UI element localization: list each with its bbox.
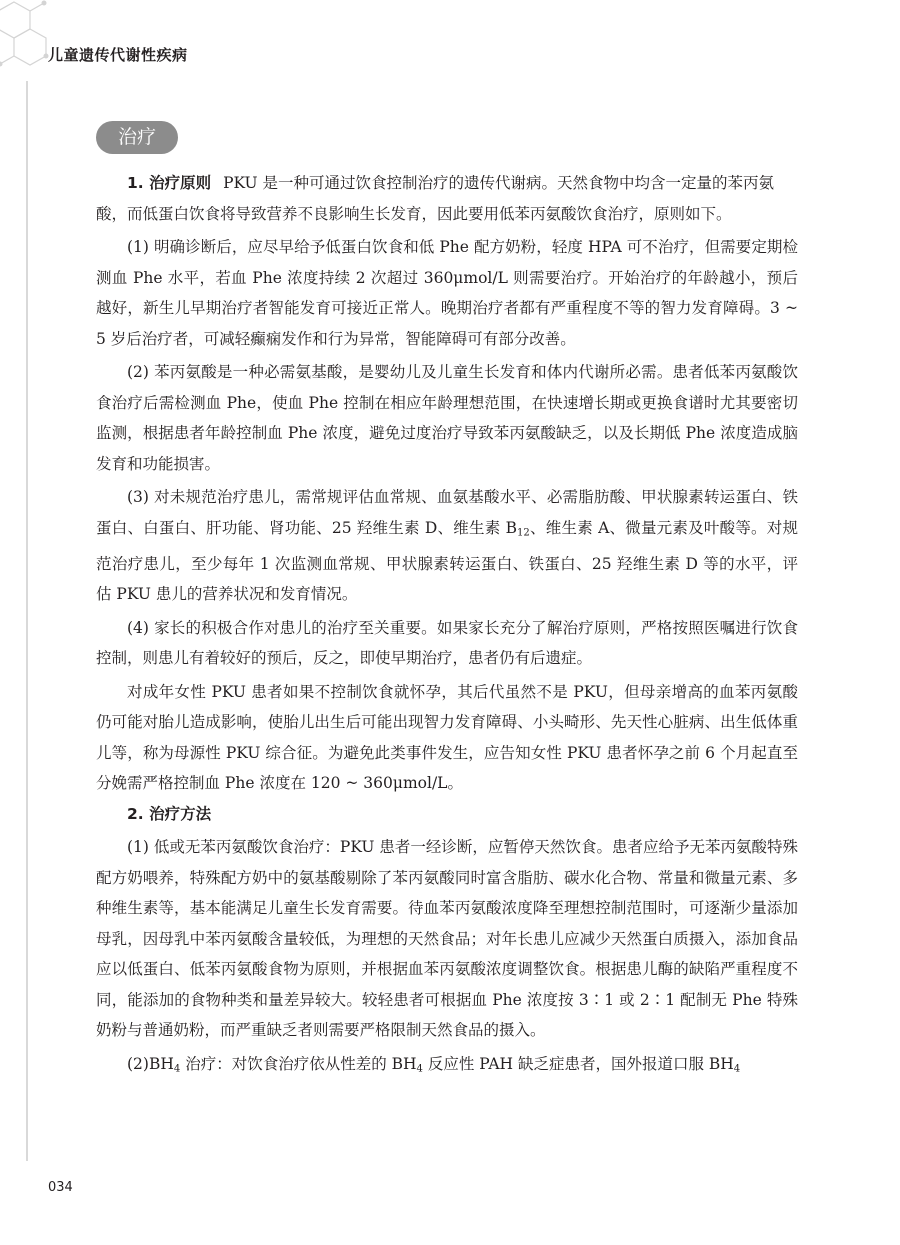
method-item-2-text-a: (2)BH [127,1054,174,1073]
bh4-subscript-1: 4 [173,1063,181,1075]
running-head-title: 儿童遗传代谢性疾病 [48,46,188,64]
principle-item-1: (1) 明确诊断后，应尽早给予低蛋白饮食和低 Phe 配方奶粉，轻度 HPA 可不治疗，但需要定期检测血 Phe 水平，若血 Phe 浓度持续 2 次超过 360μmol/L 则需要治疗。开始治疗的年龄越小，预后越好，新生儿早期治疗者智能发育可接近正常人。晚期治疗者都有严重程度不等的智力发育障碍。3 ~ 5 岁后治疗者，可减轻癫痫发作和行为异常，智能障碍可有部分改善。 [96,238,798,348]
principle-item-2: (2) 苯丙氨酸是一种必需氨基酸，是婴幼儿及儿童生长发育和体内代谢所必需。患者低苯丙氨酸饮食治疗后需检测血 Phe，使血 Phe 控制在相应年龄理想范围，在快速增长期或更换食谱时尤其要密切监测，根据患者年龄控制血 Phe 浓度，避免过度治疗导致苯丙氨酸缺乏，以及长期低 Phe 浓度造成脑发育和功能损害。 [96,363,798,473]
vitamin-b-subscript: 12 [516,527,530,539]
principles-intro-paragraph [96,168,798,229]
method-item-2-text-b: 治疗：对饮食治疗依从性差的 BH [180,1054,417,1073]
page-number: 034 [48,1180,73,1195]
bh4-subscript-2: 4 [416,1063,423,1075]
methods-heading-line [96,799,798,830]
section-title-badge: 治疗 [96,121,178,154]
principles-heading: 1. 治疗原则 [127,174,212,192]
principles-intro-text: PKU 是一种可通过饮食控制治疗的遗传代谢病。天然食物中均含一定量的苯丙氨酸，而低蛋白饮食将导致营养不良影响生长发育，因此要用低苯丙氨酸饮食治疗，原则如下。 [96,174,775,223]
method-item-2-text-c: 反应性 PAH 缺乏症患者，国外报道口服 BH [422,1054,734,1073]
margin-rule [26,81,28,1161]
principle-item-3-text-a: (3) 对未规范治疗患儿，需常规评估血常规、血氨基酸水平、必需脂肪酸、甲状腺素转运蛋白、铁蛋白、白蛋白、肝功能、肾功能、25 羟维生素 D、维生素 B [96,488,798,537]
principle-item-4: (4) 家长的积极合作对患儿的治疗至关重要。如果家长充分了解治疗原则，严格按照医嘱进行饮食控制，则患儿有着较好的预后，反之，即使早期治疗，患者仍有后遗症。 [96,618,798,668]
body-text [96,168,798,1085]
method-item-1: (1) 低或无苯丙氨酸饮食治疗：PKU 患者一经诊断，应暂停天然饮食。患者应给予无苯丙氨酸特殊配方奶喂养，特殊配方奶中的氨基酸剔除了苯丙氨酸同时富含脂肪、碳水化合物、常量和微量元素、多种维生素等，基本能满足儿童生长发育需要。待血苯丙氨酸浓度降至理想控制范围时，可逐渐少量添加母乳，因母乳中苯丙氨酸含量较低，为理想的天然食品；对年长患儿应减少天然蛋白质摄入，添加食品应以低蛋白、低苯丙氨酸食物为原则，并根据血苯丙氨酸浓度调整饮食。根据患儿酶的缺陷严重程度不同，能添加的食物种类和量差异较大。较轻患者可根据血 Phe 浓度按 3∶1 或 2∶1 配制无 Phe 特殊奶粉与普通奶粉，而严重缺乏者则需要严格限制天然食品的摄入。 [96,838,798,1040]
principle-item-3-text-b: 、维生素 A、微量元素及叶酸等。对规范治疗患儿，至少每年 1 次监测血常规、甲状腺素转运蛋白、铁蛋白、25 羟维生素 D 等的水平，评估 PKU 患儿的营养状况和发育情况。 [96,518,798,604]
principle-item-3 [96,482,798,610]
maternal-pku-paragraph: 对成年女性 PKU 患者如果不控制饮食就怀孕，其后代虽然不是 PKU，但母亲增高的血苯丙氨酸仍可能对胎儿造成影响，使胎儿出生后可能出现智力发育障碍、小头畸形、先天性心脏病、出生低体重儿等，称为母源性 PKU 综合征。为避免此类事件发生，应告知女性 PKU 患者怀孕之前 6 个月起直至分娩需严格控制血 Phe 浓度在 120 ~ 360μmol/L。 [96,682,798,793]
method-item-2 [96,1049,798,1085]
methods-heading: 2. 治疗方法 [127,804,212,823]
bh4-subscript-3: 4 [733,1063,741,1075]
